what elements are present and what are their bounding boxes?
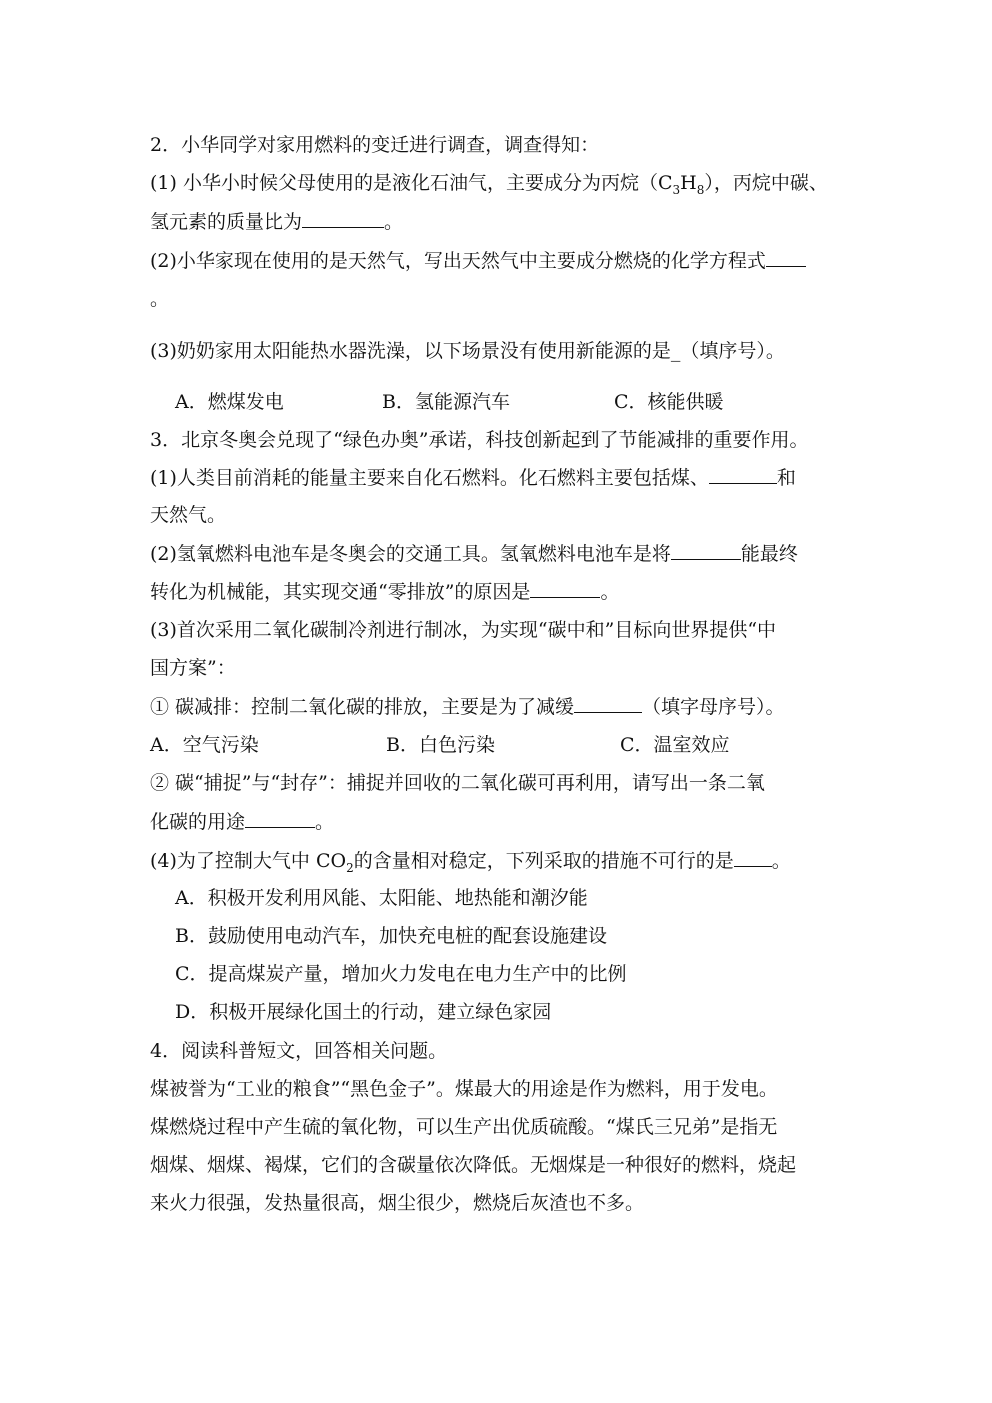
q3-part1-text: (1)人类目前消耗的能量主要来自化石燃料。化石燃料主要包括煤、 [150, 467, 709, 489]
q4-passage-line: 烟煤、烟煤、褐煤，它们的含碳量依次降低。无烟煤是一种很好的燃料，烧起 [150, 1154, 797, 1176]
answer-blank[interactable] [766, 248, 806, 267]
q3-part4-option-c: C．提高煤炭产量，增加火力发电在电力生产中的比例 [175, 963, 627, 985]
q4-passage-line: 煤燃烧过程中产生硫的氧化物，可以生产出优质硫酸。“煤氏三兄弟”是指无 [150, 1116, 778, 1138]
q3-sub1 [150, 694, 785, 719]
answer-blank[interactable] [574, 694, 642, 713]
q3-sub2-line2-text: 化碳的用途 [150, 811, 246, 833]
q2-part1-line2-text: 氢元素的质量比为 [150, 211, 303, 233]
q3-part2-line2-text: 转化为机械能，其实现交通“零排放”的原因是 [150, 581, 531, 603]
q3-sub1-option-b: B．白色污染 [386, 734, 495, 756]
q3-part4-option-a: A．积极开发利用风能、太阳能、地热能和潮汐能 [175, 887, 588, 909]
subscript: 3 [672, 182, 681, 197]
q3-part3-line1: (3)首次采用二氧化碳制冷剂进行制冰，为实现“碳中和”目标向世界提供“中 [150, 619, 777, 641]
subscript: 8 [696, 182, 705, 197]
q3-part4 [150, 848, 791, 873]
period: 。 [600, 581, 620, 603]
answer-blank[interactable] [302, 209, 384, 228]
period: 。 [384, 211, 404, 233]
subscript: 2 [346, 860, 354, 875]
q3-part1-line1 [150, 465, 796, 490]
q2-part1-text: (1) 小华小时候父母使用的是液化石油气，主要成分为丙烷（C [150, 172, 673, 194]
q2-part3: (3)奶奶家用太阳能热水器洗澡，以下场景没有使用新能源的是_（填序号）。 [150, 340, 785, 362]
q2-part2-text: (2)小华家现在使用的是天然气，写出天然气中主要成分燃烧的化学方程式 [150, 250, 766, 272]
q4-stem: 4．阅读科普短文，回答相关问题。 [150, 1040, 448, 1062]
q3-part4-text: (4)为了控制大气中 CO [150, 850, 347, 872]
q2-part2-end: 。 [150, 288, 170, 310]
q3-part2-line2 [150, 579, 619, 604]
q2-stem: 2．小华同学对家用燃料的变迁进行调查，调查得知： [150, 134, 600, 156]
q3-sub1-option-c: C．温室效应 [620, 734, 730, 756]
q2-option-c: C．核能供暖 [614, 391, 724, 413]
q3-part2-text-end: 能最终 [740, 543, 798, 565]
q3-part2-text: (2)氢氧燃料电池车是冬奥会的交通工具。氢氧燃料电池车是将 [150, 543, 671, 565]
answer-blank[interactable] [530, 579, 600, 598]
q3-part4-option-d: D．积极开展绿化国土的行动，建立绿色家园 [175, 1001, 552, 1023]
q3-sub1-text: ① 碳减排：控制二氧化碳的排放，主要是为了减缓 [150, 696, 575, 718]
q3-part1-text-end: 和 [776, 467, 796, 489]
q2-part1-text-end: ），丙烷中碳、 [704, 172, 828, 194]
q3-part3-line2: 国方案”： [150, 657, 236, 679]
q2-part1-line2 [150, 209, 403, 234]
q3-part4-text-mid: 的含量相对稳定，下列采取的措施不可行的是 [353, 850, 734, 872]
answer-blank[interactable] [245, 809, 315, 828]
q3-part2-line1 [150, 541, 798, 566]
period: 。 [771, 850, 791, 872]
q3-stem: 3．北京冬奥会兑现了“绿色办奥”承诺，科技创新起到了节能减排的重要作用。 [150, 429, 809, 451]
q2-part2 [150, 248, 806, 273]
q4-passage-line: 来火力很强，发热量很高，烟尘很少，燃烧后灰渣也不多。 [150, 1192, 645, 1214]
q3-part1-line2: 天然气。 [150, 504, 227, 526]
answer-blank[interactable] [709, 465, 777, 484]
answer-blank[interactable] [734, 848, 772, 867]
q3-part4-option-b: B．鼓励使用电动汽车，加快充电桩的配套设施建设 [175, 925, 607, 947]
q3-sub2-line1: ② 碳“捕捉”与“封存”：捕捉并回收的二氧化碳可再利用，请写出一条二氧 [150, 772, 765, 794]
q2-option-a: A．燃煤发电 [175, 391, 284, 413]
q2-option-b: B．氢能源汽车 [382, 391, 510, 413]
q2-part1-line1 [150, 171, 828, 195]
formula-h: H [680, 172, 697, 194]
period: 。 [315, 811, 335, 833]
q3-sub2-line2 [150, 809, 334, 834]
q3-sub1-text-end: （填字母序号）。 [642, 696, 785, 718]
answer-blank[interactable] [671, 541, 741, 560]
q4-passage-line: 煤被誉为“工业的粮食”“黑色金子”。煤最大的用途是作为燃料，用于发电。 [150, 1078, 778, 1100]
q3-sub1-option-a: A．空气污染 [150, 734, 259, 756]
